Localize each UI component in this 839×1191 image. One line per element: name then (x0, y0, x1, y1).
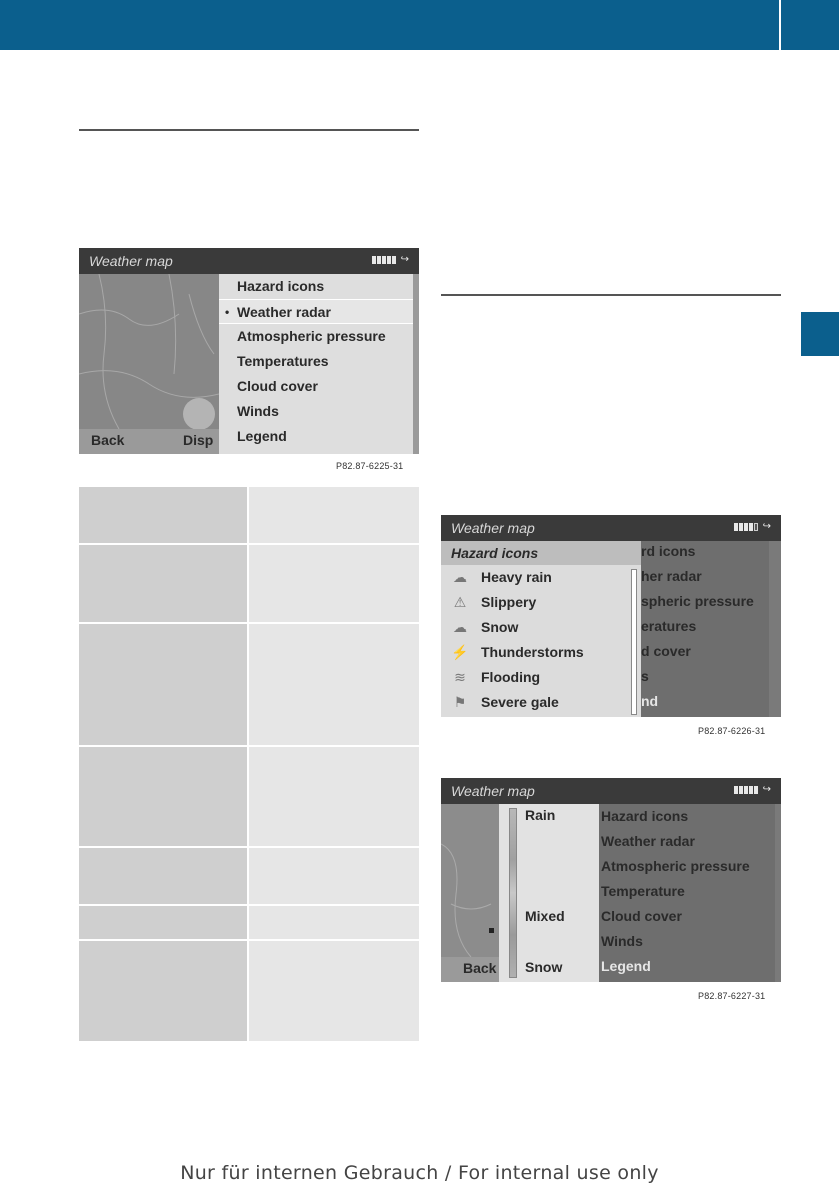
hazard-item-thunderstorms[interactable]: ⚡ Thunderstorms (451, 640, 584, 665)
menu-edge (769, 541, 781, 717)
header-divider (779, 0, 781, 50)
screen-title: Weather map (89, 253, 173, 269)
back-button[interactable]: Back (91, 432, 125, 448)
legend-label-mixed: Mixed (525, 908, 565, 924)
popup-title: Hazard icons (441, 541, 641, 565)
signal-strength-icon: ↪ (734, 786, 771, 796)
background-menu-item: s (641, 668, 649, 684)
menu-item-legend[interactable]: Legend (237, 428, 287, 444)
menu-edge (413, 274, 419, 454)
weather-map-screen-menu (79, 248, 419, 454)
map-view[interactable] (441, 804, 501, 957)
header-bar (0, 0, 839, 50)
background-menu-item: spheric pressure (641, 593, 754, 609)
weather-map-screen-legend (441, 778, 781, 982)
table-row (79, 545, 419, 622)
signal-strength-icon: ↪ (372, 256, 409, 266)
popup-scrollbar[interactable] (631, 569, 637, 715)
figure-caption: P82.87-6227-31 (698, 991, 766, 1001)
background-menu-item: Hazard icons (601, 808, 689, 824)
background-menu-item: Legend (601, 958, 651, 974)
chapter-tab (801, 312, 839, 356)
hazard-item-flooding[interactable]: ≋ Flooding (451, 665, 540, 690)
menu-item-temperatures[interactable]: Temperatures (237, 353, 329, 369)
screen-title-bar (441, 515, 781, 541)
screen-title-bar (79, 248, 419, 274)
table-row (79, 906, 419, 939)
flooding-icon: ≋ (454, 669, 466, 685)
screen-title: Weather map (451, 520, 535, 536)
legend-color-scale (509, 808, 517, 978)
background-menu-item: eratures (641, 618, 697, 634)
legend-label-snow: Snow (525, 959, 563, 975)
severe-gale-icon: ⚑ (453, 694, 467, 710)
menu-item-atmospheric-pressure[interactable]: Atmospheric pressure (237, 328, 386, 344)
table-row (79, 624, 419, 745)
display-button[interactable]: Disp (183, 432, 214, 448)
weather-menu (219, 274, 413, 454)
legend-label-rain: Rain (525, 807, 556, 823)
background-menu-item: nd (641, 693, 659, 709)
background-menu-item: Weather radar (601, 833, 695, 849)
hazard-item-snow[interactable]: ☁ Snow (451, 615, 518, 640)
menu-item-hazard-icons[interactable]: Hazard icons (237, 278, 325, 294)
table-row (79, 487, 419, 543)
table-row (79, 747, 419, 846)
snow-icon: ☁ (453, 619, 467, 635)
slippery-icon: ⚠ (453, 594, 467, 610)
background-menu-item: rd icons (641, 543, 696, 559)
menu-item-weather-radar[interactable]: • Weather radar (219, 299, 413, 324)
thunderstorm-icon: ⚡ (451, 644, 469, 660)
hazard-item-severe-gale[interactable]: ⚑ Severe gale (451, 690, 559, 715)
heavy-rain-icon: ☁ (453, 569, 467, 585)
internal-use-notice: Nur für internen Gebrauch / For internal use only (180, 1162, 659, 1184)
selected-bullet: • (225, 305, 230, 319)
menu-edge (775, 804, 781, 982)
screen-title: Weather map (451, 783, 535, 799)
hazard-item-heavy-rain[interactable]: ☁ Heavy rain (451, 565, 552, 590)
weather-map-screen-hazard-icons (441, 515, 781, 717)
map-view[interactable] (79, 274, 219, 429)
table-row (79, 941, 419, 1041)
table-row (79, 848, 419, 904)
menu-item-cloud-cover[interactable]: Cloud cover (237, 378, 318, 394)
background-menu-item: her radar (641, 568, 702, 584)
background-menu-item: Temperature (601, 883, 685, 899)
section-rule-left (79, 129, 419, 131)
back-button[interactable]: Back (463, 960, 497, 976)
section-rule-right (441, 294, 781, 296)
hazard-item-slippery[interactable]: ⚠ Slippery (451, 590, 536, 615)
signal-strength-icon: ↪ (734, 523, 771, 533)
menu-item-winds[interactable]: Winds (237, 403, 279, 419)
figure-caption: P82.87-6226-31 (698, 726, 766, 736)
background-menu-item: Atmospheric pressure (601, 858, 750, 874)
screen-title-bar (441, 778, 781, 804)
background-menu-item: Cloud cover (601, 908, 682, 924)
hazard-icons-popup (441, 541, 641, 717)
figure-caption: P82.87-6225-31 (336, 461, 404, 471)
background-menu-item: d cover (641, 643, 691, 659)
legend-panel (499, 804, 599, 982)
background-menu-item: Winds (601, 933, 643, 949)
